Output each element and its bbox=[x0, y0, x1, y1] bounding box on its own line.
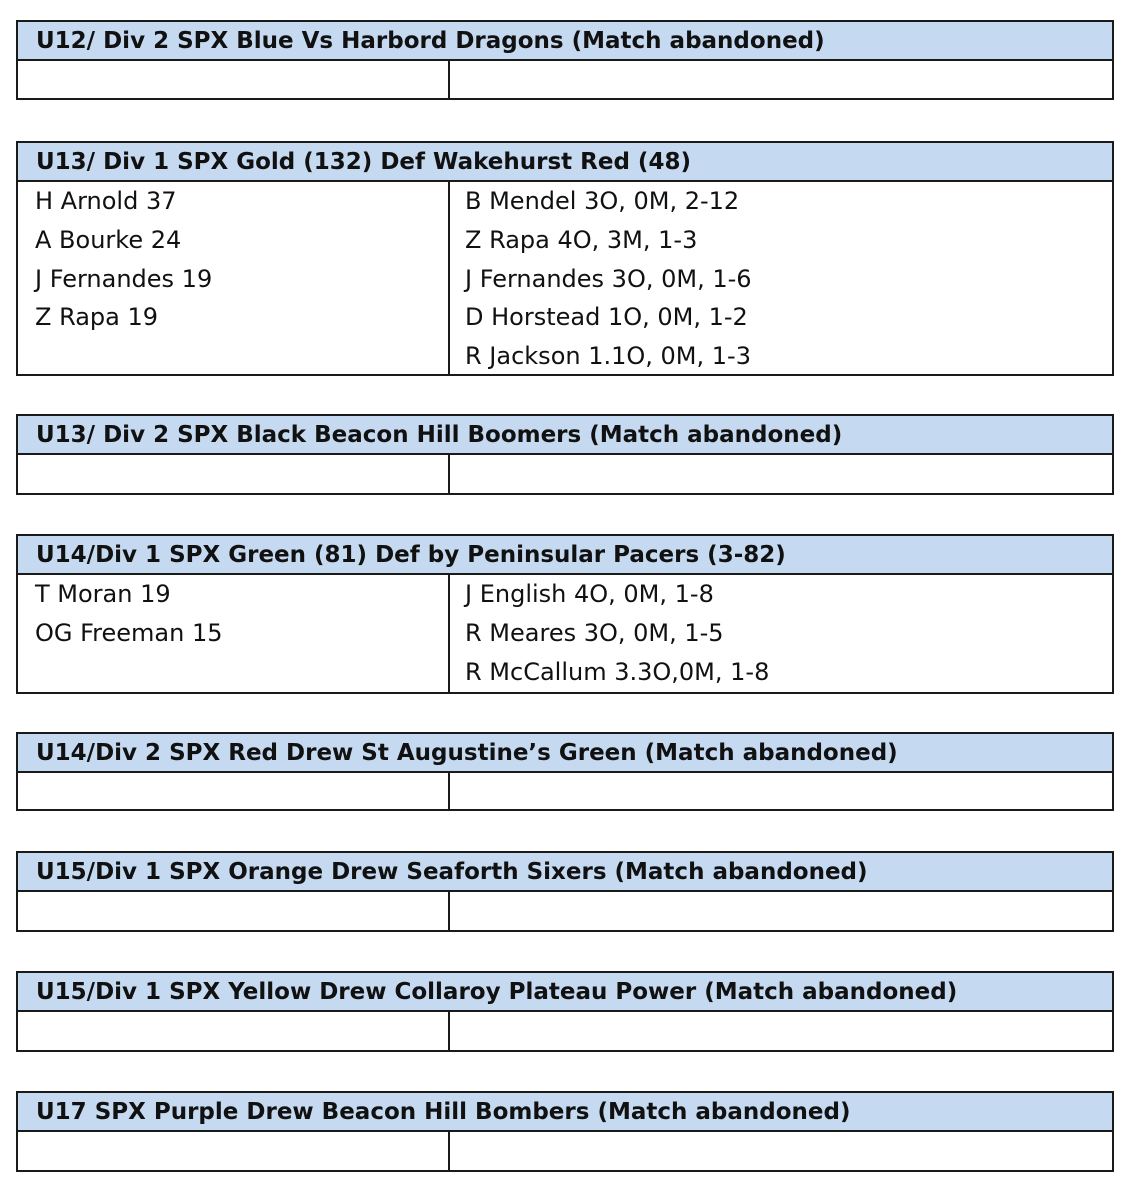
batting-entry: OG Freeman 15 bbox=[35, 618, 223, 647]
match-title: U14/Div 2 SPX Red Drew St Augustine’s Green (Match abandoned) bbox=[18, 734, 1112, 773]
match-table bbox=[16, 141, 1114, 376]
bowling-entry: R McCallum 3.3O,0M, 1-8 bbox=[465, 657, 770, 686]
match-table bbox=[16, 971, 1114, 1052]
bowling-column bbox=[450, 61, 1112, 98]
batting-column bbox=[18, 1012, 450, 1050]
bowling-column bbox=[450, 892, 1112, 930]
match-title: U13/ Div 1 SPX Gold (132) Def Wakehurst Red (48) bbox=[18, 143, 1112, 182]
match-table bbox=[16, 414, 1114, 495]
bowling-entry: B Mendel 3O, 0M, 2-12 bbox=[465, 187, 740, 215]
match-title: U14/Div 1 SPX Green (81) Def by Peninsular Pacers (3-82) bbox=[18, 536, 1112, 575]
batting-entry: Z Rapa 19 bbox=[35, 303, 159, 332]
match-body bbox=[18, 892, 1112, 930]
bowling-entry: R Meares 3O, 0M, 1-5 bbox=[465, 618, 724, 647]
bowling-column bbox=[450, 773, 1112, 809]
batting-column bbox=[18, 1132, 450, 1170]
match-body bbox=[18, 773, 1112, 809]
match-title: U15/Div 1 SPX Yellow Drew Collaroy Plateau Power (Match abandoned) bbox=[18, 973, 1112, 1012]
batting-column bbox=[18, 892, 450, 930]
bowling-column bbox=[450, 455, 1112, 493]
match-table bbox=[16, 534, 1114, 694]
bowling-entry: J English 4O, 0M, 1-8 bbox=[465, 580, 714, 608]
batting-entry: A Bourke 24 bbox=[35, 225, 182, 254]
batting-column bbox=[18, 773, 450, 809]
bowling-column bbox=[450, 182, 1112, 374]
batting-entry: J Fernandes 19 bbox=[35, 264, 213, 293]
bowling-entry: R Jackson 1.1O, 0M, 1-3 bbox=[465, 342, 751, 371]
batting-column bbox=[18, 182, 450, 374]
match-table bbox=[16, 1091, 1114, 1172]
match-title: U13/ Div 2 SPX Black Beacon Hill Boomers (Match abandoned) bbox=[18, 416, 1112, 455]
bowling-entry: D Horstead 1O, 0M, 1-2 bbox=[465, 303, 748, 332]
match-body bbox=[18, 1012, 1112, 1050]
match-body bbox=[18, 455, 1112, 493]
batting-entry: T Moran 19 bbox=[35, 580, 171, 608]
bowling-column bbox=[450, 1132, 1112, 1170]
match-title: U17 SPX Purple Drew Beacon Hill Bombers (Match abandoned) bbox=[18, 1093, 1112, 1132]
batting-column bbox=[18, 575, 450, 692]
match-title: U15/Div 1 SPX Orange Drew Seaforth Sixers (Match abandoned) bbox=[18, 853, 1112, 892]
match-table bbox=[16, 20, 1114, 100]
match-body bbox=[18, 182, 1112, 374]
bowling-entry: J Fernandes 3O, 0M, 1-6 bbox=[465, 264, 752, 293]
match-body bbox=[18, 575, 1112, 692]
batting-entry: H Arnold 37 bbox=[35, 187, 177, 215]
match-body bbox=[18, 61, 1112, 98]
match-table bbox=[16, 851, 1114, 932]
batting-column bbox=[18, 61, 450, 98]
match-body bbox=[18, 1132, 1112, 1170]
match-table bbox=[16, 732, 1114, 811]
bowling-column bbox=[450, 575, 1112, 692]
batting-column bbox=[18, 455, 450, 493]
bowling-column bbox=[450, 1012, 1112, 1050]
match-title: U12/ Div 2 SPX Blue Vs Harbord Dragons (Match abandoned) bbox=[18, 22, 1112, 61]
bowling-entry: Z Rapa 4O, 3M, 1-3 bbox=[465, 225, 698, 254]
